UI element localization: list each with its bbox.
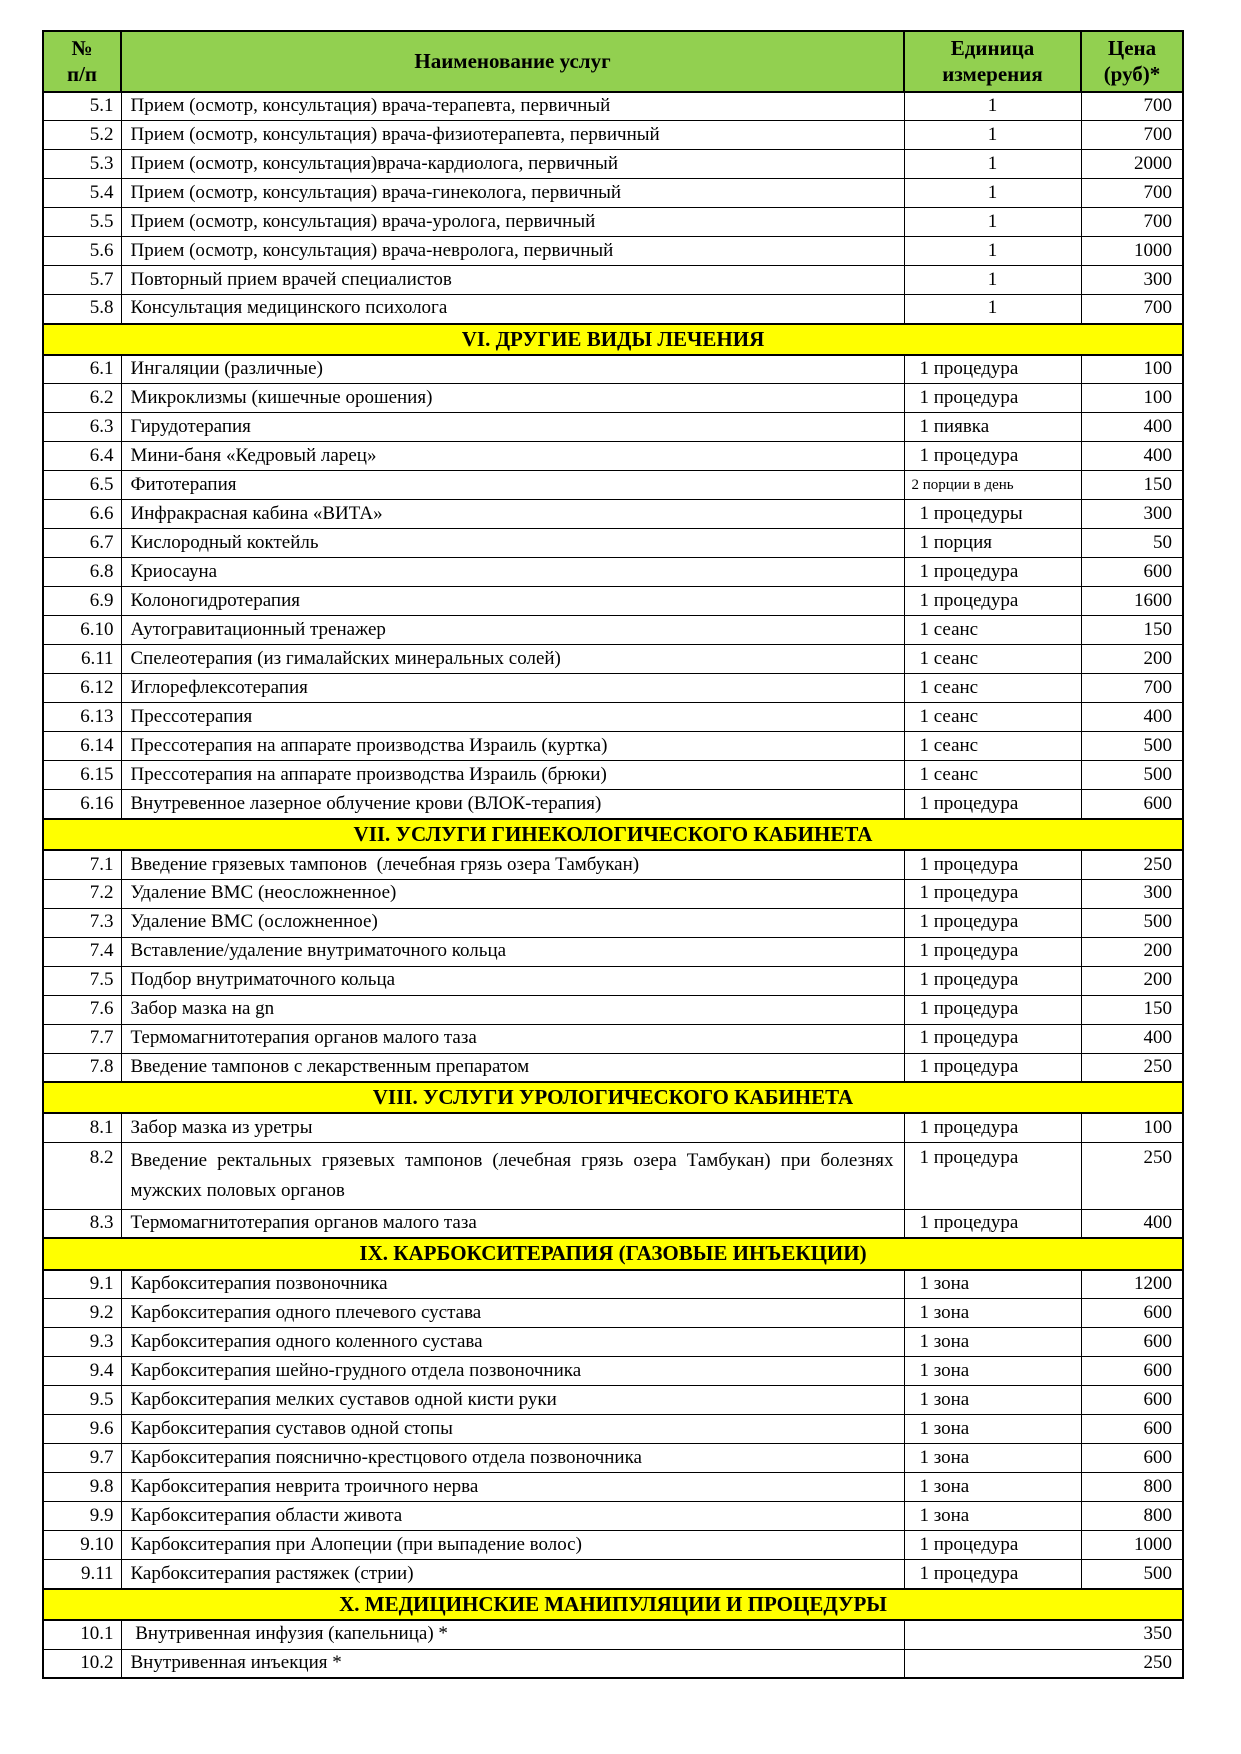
service-price: 100 xyxy=(1081,1113,1183,1142)
service-name: Внутривенная инфузия (капельница) * xyxy=(121,1620,904,1649)
row-number: 5.5 xyxy=(43,208,121,237)
service-name: Карбокситерапия одного плечевого сустава xyxy=(121,1299,904,1328)
service-unit: 1 сеанс xyxy=(904,616,1081,645)
service-price: 200 xyxy=(1081,966,1183,995)
service-name: Внутривенная инъекция * xyxy=(121,1649,904,1678)
service-price: 500 xyxy=(1081,908,1183,937)
service-price: 150 xyxy=(1081,471,1183,500)
row-number: 9.6 xyxy=(43,1415,121,1444)
service-name: Гирудотерапия xyxy=(121,413,904,442)
service-name: Удаление ВМС (неосложненное) xyxy=(121,879,904,908)
service-price: 150 xyxy=(1081,616,1183,645)
service-name: Введение тампонов с лекарственным препаратом xyxy=(121,1053,904,1082)
row-number: 9.9 xyxy=(43,1502,121,1531)
service-name: Введение ректальных грязевых тампонов (лечебная грязь озера Тамбукан) при болезнях мужских половых органов xyxy=(121,1142,904,1209)
table-row xyxy=(43,471,1183,500)
service-unit: 1 процедура xyxy=(904,1209,1081,1238)
service-name: Карбокситерапия при Алопеции (при выпадение волос) xyxy=(121,1531,904,1560)
table-row xyxy=(43,995,1183,1024)
service-name: Иглорефлексотерапия xyxy=(121,674,904,703)
service-unit: 1 процедура xyxy=(904,1113,1081,1142)
service-unit: 1 xyxy=(904,179,1081,208)
service-price: 500 xyxy=(1081,1560,1183,1589)
price-table-body xyxy=(43,92,1183,1679)
service-unit: 1 процедура xyxy=(904,879,1081,908)
row-number: 6.14 xyxy=(43,732,121,761)
table-row xyxy=(43,645,1183,674)
section-title: VI. ДРУГИЕ ВИДЫ ЛЕЧЕНИЯ xyxy=(43,324,1183,355)
header-row xyxy=(43,31,1183,92)
row-number: 9.11 xyxy=(43,1560,121,1589)
header-num-line2: п/п xyxy=(66,62,98,87)
service-price: 250 xyxy=(1081,850,1183,879)
table-row xyxy=(43,1328,1183,1357)
table-row xyxy=(43,179,1183,208)
service-unit: 1 xyxy=(904,150,1081,179)
row-number: 5.8 xyxy=(43,295,121,324)
service-price: 300 xyxy=(1081,500,1183,529)
table-row xyxy=(43,1142,1183,1209)
service-name: Ингаляции (различные) xyxy=(121,355,904,384)
row-number: 9.7 xyxy=(43,1444,121,1473)
service-unit: 1 процедура xyxy=(904,790,1081,819)
service-price: 200 xyxy=(1081,645,1183,674)
row-number: 6.5 xyxy=(43,471,121,500)
row-number: 6.7 xyxy=(43,529,121,558)
table-row xyxy=(43,790,1183,819)
service-unit: 1 процедура xyxy=(904,966,1081,995)
service-name: Прием (осмотр, консультация) врача-гинеколога, первичный xyxy=(121,179,904,208)
service-unit: 1 процедура xyxy=(904,587,1081,616)
service-name: Прием (осмотр, консультация) врача-терапевта, первичный xyxy=(121,92,904,121)
service-name: Прием (осмотр, консультация)врача-кардиолога, первичный xyxy=(121,150,904,179)
service-unit: 1 процедура xyxy=(904,937,1081,966)
row-number: 5.7 xyxy=(43,266,121,295)
service-unit: 1 зона xyxy=(904,1415,1081,1444)
row-number: 7.8 xyxy=(43,1053,121,1082)
row-number: 9.3 xyxy=(43,1328,121,1357)
service-unit: 1 процедура xyxy=(904,908,1081,937)
header-price xyxy=(1081,31,1183,92)
service-price: 600 xyxy=(1081,790,1183,819)
service-name: Удаление ВМС (осложненное) xyxy=(121,908,904,937)
row-number: 5.6 xyxy=(43,237,121,266)
service-price: 2000 xyxy=(1081,150,1183,179)
header-price-line2: (руб)* xyxy=(1103,62,1161,87)
service-name: Вставление/удаление внутриматочного кольца xyxy=(121,937,904,966)
service-name: Карбокситерапия позвоночника xyxy=(121,1270,904,1299)
service-unit: 1 зона xyxy=(904,1299,1081,1328)
service-unit: 1 сеанс xyxy=(904,732,1081,761)
service-unit: 1 процедура xyxy=(904,1560,1081,1589)
row-number: 6.12 xyxy=(43,674,121,703)
service-unit: 1 сеанс xyxy=(904,645,1081,674)
service-name: Инфракрасная кабина «ВИТА» xyxy=(121,500,904,529)
section-row xyxy=(43,1238,1183,1269)
service-unit: 1 процедура xyxy=(904,355,1081,384)
service-price: 50 xyxy=(1081,529,1183,558)
service-unit: 1 xyxy=(904,92,1081,121)
table-row xyxy=(43,529,1183,558)
table-row xyxy=(43,1113,1183,1142)
table-row xyxy=(43,208,1183,237)
service-unit: 1 зона xyxy=(904,1357,1081,1386)
service-price: 600 xyxy=(1081,1357,1183,1386)
row-number: 7.2 xyxy=(43,879,121,908)
section-row xyxy=(43,324,1183,355)
table-row xyxy=(43,413,1183,442)
service-unit: 1 процедура xyxy=(904,995,1081,1024)
service-name: Микроклизмы (кишечные орошения) xyxy=(121,384,904,413)
service-name: Прессотерапия xyxy=(121,703,904,732)
row-number: 5.4 xyxy=(43,179,121,208)
service-name: Прессотерапия на аппарате производства Израиль (куртка) xyxy=(121,732,904,761)
row-number: 6.9 xyxy=(43,587,121,616)
service-name: Подбор внутриматочного кольца xyxy=(121,966,904,995)
service-unit: 1 сеанс xyxy=(904,674,1081,703)
service-name: Криосауна xyxy=(121,558,904,587)
service-unit: 1 процедуры xyxy=(904,500,1081,529)
header-unit-line1: Единица xyxy=(950,36,1035,60)
row-number: 6.2 xyxy=(43,384,121,413)
row-number: 5.2 xyxy=(43,121,121,150)
row-number: 5.1 xyxy=(43,92,121,121)
table-row xyxy=(43,1444,1183,1473)
service-price: 1000 xyxy=(1081,237,1183,266)
service-price: 600 xyxy=(1081,1386,1183,1415)
service-price: 600 xyxy=(1081,1328,1183,1357)
table-row xyxy=(43,587,1183,616)
service-unit: 2 порции в день xyxy=(904,471,1081,500)
service-name: Забор мазка на gn xyxy=(121,995,904,1024)
row-number: 6.16 xyxy=(43,790,121,819)
row-number: 8.3 xyxy=(43,1209,121,1238)
header-num-line1: № xyxy=(71,36,93,60)
section-row xyxy=(43,1082,1183,1113)
service-unit: 1 процедура xyxy=(904,1531,1081,1560)
table-row xyxy=(43,500,1183,529)
service-name: Консультация медицинского психолога xyxy=(121,295,904,324)
row-number: 7.7 xyxy=(43,1024,121,1053)
service-price: 150 xyxy=(1081,995,1183,1024)
row-number: 7.4 xyxy=(43,937,121,966)
row-number: 9.5 xyxy=(43,1386,121,1415)
service-unit: 1 процедура xyxy=(904,1024,1081,1053)
service-price: 600 xyxy=(1081,1299,1183,1328)
service-name: Кислородный коктейль xyxy=(121,529,904,558)
table-row xyxy=(43,616,1183,645)
service-price: 250 xyxy=(1081,1142,1183,1209)
row-number: 10.1 xyxy=(43,1620,121,1649)
service-price: 300 xyxy=(1081,879,1183,908)
table-row xyxy=(43,1024,1183,1053)
table-row xyxy=(43,966,1183,995)
service-name: Прессотерапия на аппарате производства Израиль (брюки) xyxy=(121,761,904,790)
row-number: 7.6 xyxy=(43,995,121,1024)
service-price: 600 xyxy=(1081,558,1183,587)
service-unit: 1 xyxy=(904,208,1081,237)
service-price: 400 xyxy=(1081,442,1183,471)
service-name: Карбокситерапия неврита троичного нерва xyxy=(121,1473,904,1502)
service-price: 400 xyxy=(1081,1209,1183,1238)
service-name: Внутревенное лазерное облучение крови (ВЛОК-терапия) xyxy=(121,790,904,819)
service-price: 1600 xyxy=(1081,587,1183,616)
table-row xyxy=(43,237,1183,266)
service-price: 800 xyxy=(1081,1502,1183,1531)
service-name: Повторный прием врачей специалистов xyxy=(121,266,904,295)
row-number: 9.2 xyxy=(43,1299,121,1328)
service-price: 250 xyxy=(1081,1053,1183,1082)
section-title: X. МЕДИЦИНСКИЕ МАНИПУЛЯЦИИ И ПРОЦЕДУРЫ xyxy=(43,1589,1183,1620)
row-number: 6.4 xyxy=(43,442,121,471)
service-name: Колоногидротерапия xyxy=(121,587,904,616)
table-row xyxy=(43,1386,1183,1415)
service-name: Прием (осмотр, консультация) врача-уролога, первичный xyxy=(121,208,904,237)
service-price: 600 xyxy=(1081,1444,1183,1473)
header-unit xyxy=(904,31,1081,92)
service-name: Карбокситерапия одного коленного сустава xyxy=(121,1328,904,1357)
service-name: Карбокситерапия области живота xyxy=(121,1502,904,1531)
row-number: 6.3 xyxy=(43,413,121,442)
table-row xyxy=(43,937,1183,966)
service-name: Аутогравитационный тренажер xyxy=(121,616,904,645)
section-title: IX. КАРБОКСИТЕРАПИЯ (ГАЗОВЫЕ ИНЪЕКЦИИ) xyxy=(43,1238,1183,1269)
row-number: 7.3 xyxy=(43,908,121,937)
row-number: 5.3 xyxy=(43,150,121,179)
price-table xyxy=(42,30,1184,1679)
service-price: 700 xyxy=(1081,92,1183,121)
service-unit: 1 xyxy=(904,295,1081,324)
table-row xyxy=(43,908,1183,937)
service-unit: 1 процедура xyxy=(904,558,1081,587)
header-unit-line2: измерения xyxy=(942,62,1043,87)
service-price: 700 xyxy=(1081,179,1183,208)
service-unit: 1 процедура xyxy=(904,442,1081,471)
service-unit: 1 порция xyxy=(904,529,1081,558)
table-row xyxy=(43,1649,1183,1678)
table-row xyxy=(43,850,1183,879)
service-price: 200 xyxy=(1081,937,1183,966)
table-row xyxy=(43,1053,1183,1082)
row-number: 9.10 xyxy=(43,1531,121,1560)
table-row xyxy=(43,1531,1183,1560)
table-row xyxy=(43,1502,1183,1531)
table-row xyxy=(43,150,1183,179)
table-header xyxy=(43,31,1183,92)
service-unit: 1 xyxy=(904,237,1081,266)
service-name: Мини-баня «Кедровый ларец» xyxy=(121,442,904,471)
row-number: 6.13 xyxy=(43,703,121,732)
service-unit: 1 xyxy=(904,266,1081,295)
table-row xyxy=(43,1473,1183,1502)
service-name: Забор мазка из уретры xyxy=(121,1113,904,1142)
service-unit: 1 пиявка xyxy=(904,413,1081,442)
service-price: 100 xyxy=(1081,355,1183,384)
service-name: Карбокситерапия мелких суставов одной кисти руки xyxy=(121,1386,904,1415)
section-title: VIII. УСЛУГИ УРОЛОГИЧЕСКОГО КАБИНЕТА xyxy=(43,1082,1183,1113)
service-price: 350 xyxy=(904,1620,1183,1649)
section-row xyxy=(43,1589,1183,1620)
service-unit: 1 зона xyxy=(904,1502,1081,1531)
table-row xyxy=(43,355,1183,384)
row-number: 6.8 xyxy=(43,558,121,587)
table-row xyxy=(43,1299,1183,1328)
service-unit: 1 зона xyxy=(904,1270,1081,1299)
service-price: 700 xyxy=(1081,295,1183,324)
service-unit: 1 процедура xyxy=(904,1142,1081,1209)
service-price: 700 xyxy=(1081,674,1183,703)
header-num xyxy=(43,31,121,92)
table-row xyxy=(43,1560,1183,1589)
service-name: Карбокситерапия растяжек (стрии) xyxy=(121,1560,904,1589)
section-title: VII. УСЛУГИ ГИНЕКОЛОГИЧЕСКОГО КАБИНЕТА xyxy=(43,819,1183,850)
row-number: 9.1 xyxy=(43,1270,121,1299)
service-price: 500 xyxy=(1081,761,1183,790)
service-name: Введение грязевых тампонов (лечебная грязь озера Тамбукан) xyxy=(121,850,904,879)
service-price: 400 xyxy=(1081,703,1183,732)
service-price: 1000 xyxy=(1081,1531,1183,1560)
table-row xyxy=(43,558,1183,587)
service-price: 600 xyxy=(1081,1415,1183,1444)
service-name: Термомагнитотерапия органов малого таза xyxy=(121,1209,904,1238)
row-number: 7.1 xyxy=(43,850,121,879)
row-number: 6.15 xyxy=(43,761,121,790)
service-price: 300 xyxy=(1081,266,1183,295)
table-row xyxy=(43,1415,1183,1444)
table-row xyxy=(43,1270,1183,1299)
service-unit: 1 сеанс xyxy=(904,703,1081,732)
row-number: 10.2 xyxy=(43,1649,121,1678)
table-row xyxy=(43,266,1183,295)
service-price: 800 xyxy=(1081,1473,1183,1502)
service-price: 400 xyxy=(1081,1024,1183,1053)
table-row xyxy=(43,295,1183,324)
service-price: 250 xyxy=(904,1649,1183,1678)
row-number: 9.8 xyxy=(43,1473,121,1502)
service-name: Прием (осмотр, консультация) врача-невролога, первичный xyxy=(121,237,904,266)
service-unit: 1 xyxy=(904,121,1081,150)
table-row xyxy=(43,732,1183,761)
row-number: 6.10 xyxy=(43,616,121,645)
table-row xyxy=(43,1209,1183,1238)
service-unit: 1 зона xyxy=(904,1386,1081,1415)
service-name: Карбокситерапия шейно-грудного отдела позвоночника xyxy=(121,1357,904,1386)
table-row xyxy=(43,703,1183,732)
service-unit: 1 процедура xyxy=(904,1053,1081,1082)
service-price: 500 xyxy=(1081,732,1183,761)
table-row xyxy=(43,121,1183,150)
header-price-line1: Цена xyxy=(1107,36,1157,60)
service-price: 400 xyxy=(1081,413,1183,442)
section-row xyxy=(43,819,1183,850)
table-row xyxy=(43,761,1183,790)
service-name: Термомагнитотерапия органов малого таза xyxy=(121,1024,904,1053)
table-row xyxy=(43,1357,1183,1386)
table-row xyxy=(43,442,1183,471)
service-unit: 1 зона xyxy=(904,1473,1081,1502)
service-name: Фитотерапия xyxy=(121,471,904,500)
service-unit: 1 зона xyxy=(904,1328,1081,1357)
row-number: 6.1 xyxy=(43,355,121,384)
service-unit: 1 процедура xyxy=(904,384,1081,413)
row-number: 6.6 xyxy=(43,500,121,529)
service-name: Карбокситерапия пояснично-крестцового отдела позвоночника xyxy=(121,1444,904,1473)
row-number: 8.1 xyxy=(43,1113,121,1142)
table-row xyxy=(43,384,1183,413)
row-number: 8.2 xyxy=(43,1142,121,1209)
table-row xyxy=(43,1620,1183,1649)
service-name: Карбокситерапия суставов одной стопы xyxy=(121,1415,904,1444)
service-name: Прием (осмотр, консультация) врача-физиотерапевта, первичный xyxy=(121,121,904,150)
header-name: Наименование услуг xyxy=(121,31,904,92)
service-price: 700 xyxy=(1081,208,1183,237)
service-price: 100 xyxy=(1081,384,1183,413)
table-row xyxy=(43,92,1183,121)
table-row xyxy=(43,879,1183,908)
row-number: 6.11 xyxy=(43,645,121,674)
row-number: 9.4 xyxy=(43,1357,121,1386)
service-price: 700 xyxy=(1081,121,1183,150)
service-price: 1200 xyxy=(1081,1270,1183,1299)
row-number: 7.5 xyxy=(43,966,121,995)
service-unit: 1 процедура xyxy=(904,850,1081,879)
service-unit: 1 зона xyxy=(904,1444,1081,1473)
service-unit: 1 сеанс xyxy=(904,761,1081,790)
table-row xyxy=(43,674,1183,703)
service-name: Спелеотерапия (из гималайских минеральных солей) xyxy=(121,645,904,674)
